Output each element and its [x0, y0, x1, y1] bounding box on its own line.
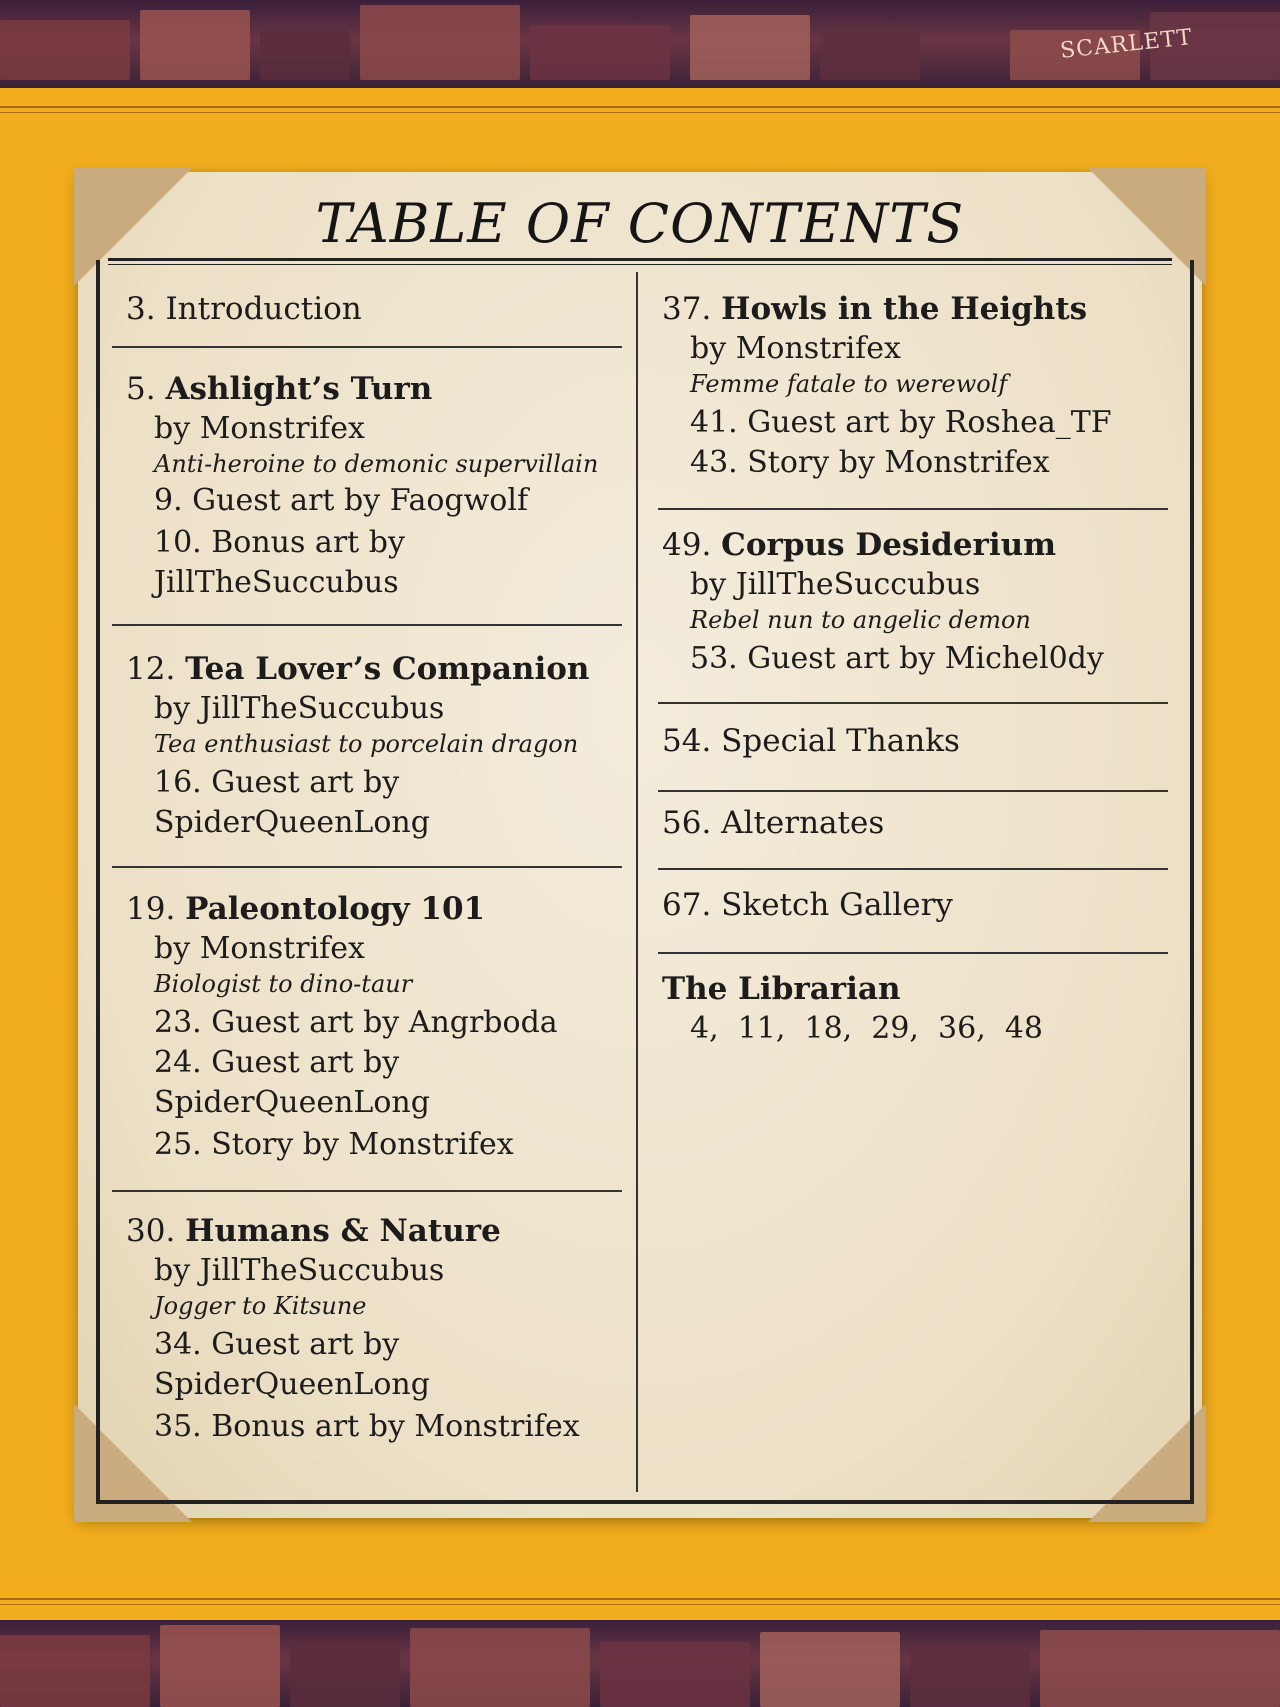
entry-tagline: Anti-heroine to demonic supervillain [154, 450, 599, 478]
entry-author: by Monstrifex [154, 931, 365, 966]
entry-subitem[interactable]: 23. Guest art by Angrboda [154, 1005, 558, 1040]
entry-subitem[interactable]: JillTheSuccubus [154, 565, 399, 600]
entry-subitem[interactable]: 10. Bonus art by [154, 525, 405, 560]
entry-subitem[interactable]: SpiderQueenLong [154, 1085, 430, 1120]
bottom-band [0, 1520, 1280, 1620]
entry-subitem[interactable]: 34. Guest art by [154, 1327, 400, 1362]
column-divider [636, 272, 638, 1492]
entry-subitem[interactable]: 41. Guest art by Roshea_TF [690, 405, 1112, 440]
section-divider [658, 508, 1168, 510]
section-divider [112, 1190, 622, 1192]
entry-author: by JillTheSuccubus [154, 691, 445, 726]
section-divider [112, 624, 622, 626]
page-title: TABLE OF CONTENTS [315, 192, 965, 255]
section-divider [112, 866, 622, 868]
toc-entry-tea-lovers-companion[interactable]: 12. Tea Lover’s Companion [126, 651, 590, 687]
title-rule [108, 258, 1172, 261]
entry-tagline: Tea enthusiast to porcelain dragon [154, 730, 579, 758]
entry-author: by JillTheSuccubus [690, 567, 981, 602]
entry-subitem[interactable]: 43. Story by Monstrifex [690, 445, 1050, 480]
entry-subitem[interactable]: SpiderQueenLong [154, 1367, 430, 1402]
toc-entry-paleontology-101[interactable]: 19. Paleontology 101 [126, 891, 486, 927]
entry-subitem[interactable]: SpiderQueenLong [154, 805, 430, 840]
entry-subitem[interactable]: 16. Guest art by [154, 765, 400, 800]
top-band [0, 88, 1280, 180]
shelf-book-label: SCARLETT [1059, 25, 1194, 64]
bookshelf-bottom [0, 1620, 1280, 1707]
toc-entry-corpus-desiderium[interactable]: 49. Corpus Desiderium [662, 527, 1056, 563]
toc-entry-ashlights-turn[interactable]: 5. Ashlight’s Turn [126, 371, 433, 407]
entry-subitem[interactable]: 35. Bonus art by Monstrifex [154, 1409, 580, 1444]
toc-entry-alternates[interactable]: 56. Alternates [662, 805, 885, 841]
entry-author: by Monstrifex [154, 411, 365, 446]
entry-subitem[interactable]: 25. Story by Monstrifex [154, 1127, 514, 1162]
toc-entry-howls-in-the-heights[interactable]: 37. Howls in the Heights [662, 291, 1088, 327]
entry-tagline: Jogger to Kitsune [154, 1292, 367, 1320]
entry-tagline: Femme fatale to werewolf [690, 370, 1008, 398]
entry-subitem[interactable]: 9. Guest art by Faogwolf [154, 483, 529, 518]
librarian-pages[interactable]: 4, 11, 18, 29, 36, 48 [690, 1011, 1043, 1046]
entry-subitem[interactable]: 53. Guest art by Michel0dy [690, 641, 1104, 676]
entry-author: by JillTheSuccubus [154, 1253, 445, 1288]
bookshelf-top [0, 0, 1280, 88]
entry-tagline: Rebel nun to angelic demon [690, 606, 1031, 634]
toc-entry-sketch-gallery[interactable]: 67. Sketch Gallery [662, 887, 953, 923]
toc-entry-introduction[interactable]: 3. Introduction [126, 291, 362, 327]
section-divider [112, 346, 622, 348]
entry-author: by Monstrifex [690, 331, 901, 366]
section-divider [658, 952, 1168, 954]
section-divider [658, 790, 1168, 792]
entry-subitem[interactable]: 24. Guest art by [154, 1045, 400, 1080]
section-divider [658, 702, 1168, 704]
contents-card [78, 172, 1202, 1518]
toc-entry-humans-and-nature[interactable]: 30. Humans & Nature [126, 1213, 501, 1249]
title-rule [108, 264, 1172, 265]
section-divider [658, 868, 1168, 870]
entry-tagline: Biologist to dino-taur [154, 970, 413, 998]
toc-entry-the-librarian[interactable]: The Librarian [662, 971, 901, 1007]
toc-entry-special-thanks[interactable]: 54. Special Thanks [662, 723, 960, 759]
